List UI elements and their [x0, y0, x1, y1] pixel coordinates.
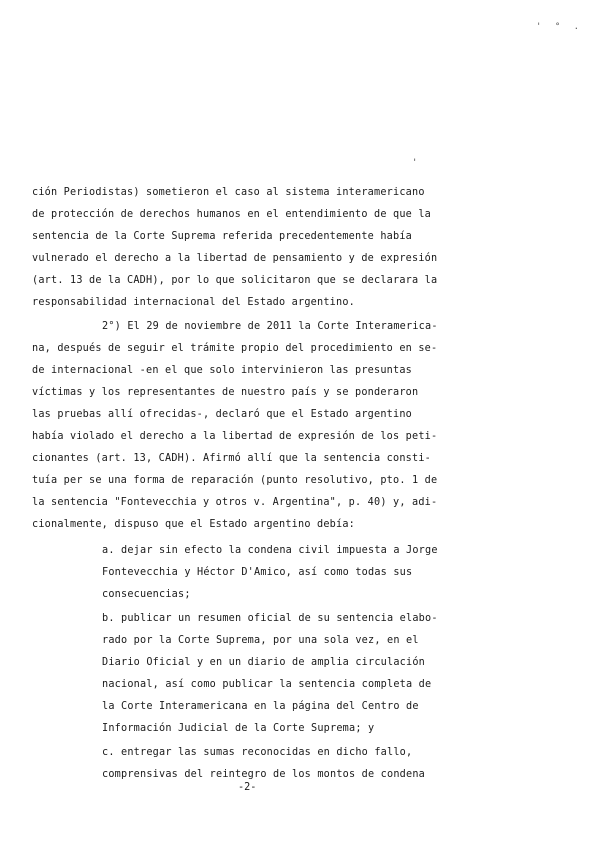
text-line: cionalmente, dispuso que el Estado argentino debía:	[32, 519, 356, 530]
text-line: de internacional -en el que solo intervinieron las presuntas	[32, 365, 413, 376]
list-item-c: c. entregar las sumas reconocidas en dicho fallo,	[102, 747, 413, 758]
text-line: 2°) El 29 de noviembre de 2011 la Corte Interamerica-	[102, 321, 438, 332]
page-speck: '	[412, 158, 418, 168]
list-item-c: comprensivas del reintegro de los montos de condena	[102, 769, 426, 780]
text-line: cionantes (art. 13, CADH). Afirmó allí que la sentencia consti-	[32, 453, 432, 464]
list-item-b: la Corte Interamericana en la página del Centro de	[102, 701, 419, 712]
text-line: de protección de derechos humanos en el entendimiento de que la	[32, 209, 432, 220]
list-item-a: a. dejar sin efecto la condena civil impuesta a Jorge	[102, 545, 438, 556]
text-line: había violado el derecho a la libertad de expresión de los peti-	[32, 431, 438, 442]
text-line: las pruebas allí ofrecidas-, declaró que el Estado argentino	[32, 409, 413, 420]
text-line: ción Periodistas) sometieron el caso al sistema interamericano	[32, 187, 425, 198]
text-line: responsabilidad internacional del Estado argentino.	[32, 297, 356, 308]
corner-mark: ' ° .	[536, 22, 584, 32]
text-line: víctimas y los representantes de nuestro país y se ponderaron	[32, 387, 419, 398]
text-line: sentencia de la Corte Suprema referida precedentemente había	[32, 231, 413, 242]
list-item-b: Diario Oficial y en un diario de amplia circulación	[102, 657, 426, 668]
text-line: la sentencia "Fontevecchia y otros v. Argentina", p. 40) y, adi-	[32, 497, 438, 508]
list-item-b: b. publicar un resumen oficial de su sentencia elabo-	[102, 613, 438, 624]
list-item-a: consecuencias;	[102, 589, 191, 600]
text-line: vulnerado el derecho a la libertad de pensamiento y de expresión	[32, 253, 438, 264]
list-item-b: rado por la Corte Suprema, por una sola vez, en el	[102, 635, 419, 646]
list-item-a: Fontevecchia y Héctor D'Amico, así como todas sus	[102, 567, 413, 578]
text-line: na, después de seguir el trámite propio del procedimiento en se-	[32, 343, 438, 354]
list-item-b: nacional, así como publicar la sentencia completa de	[102, 679, 432, 690]
text-line: tuía per se una forma de reparación (punto resolutivo, pto. 1 de	[32, 475, 438, 486]
text-line: (art. 13 de la CADH), por lo que solicitaron que se declarara la	[32, 275, 438, 286]
list-item-b: Información Judicial de la Corte Suprema; y	[102, 723, 375, 734]
page-number: -2-	[238, 782, 257, 793]
